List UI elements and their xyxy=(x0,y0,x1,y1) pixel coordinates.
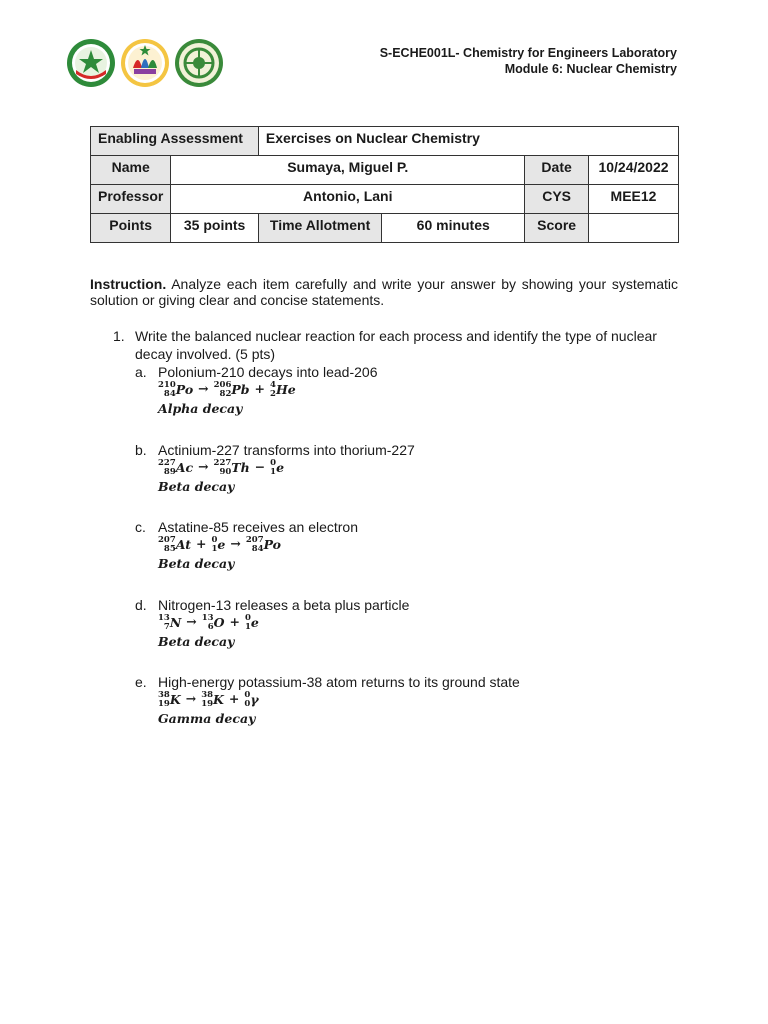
instruction-label: Instruction. xyxy=(90,276,167,292)
element-symbol: Po xyxy=(263,537,282,552)
equation-operator: + xyxy=(196,536,207,551)
instruction-paragraph xyxy=(90,276,678,308)
table-row xyxy=(91,185,679,214)
nuclear-equation xyxy=(158,381,296,398)
element-symbol: e xyxy=(250,615,259,630)
nuclear-equation xyxy=(158,536,281,553)
item-letter: e. xyxy=(135,674,147,690)
nuclide xyxy=(212,536,226,553)
time-allotment-value: 60 minutes xyxy=(382,214,525,243)
element-symbol: K xyxy=(169,692,181,707)
nuclide xyxy=(214,459,250,476)
equation-operator: + xyxy=(228,691,240,706)
table-row xyxy=(91,127,679,156)
nuclear-equation xyxy=(158,614,259,631)
item-description: Polonium-210 decays into lead-206 xyxy=(158,364,378,380)
element-symbol: Th xyxy=(231,460,250,475)
atomic-number: 1 xyxy=(270,466,277,477)
nuclear-equation xyxy=(158,691,259,708)
item-description: Astatine-85 receives an electron xyxy=(158,519,358,535)
professor-value: Antonio, Lani xyxy=(171,185,525,214)
element-symbol: O xyxy=(213,615,225,630)
equation-operator: → xyxy=(198,459,209,474)
element-symbol: Po xyxy=(175,382,194,397)
mass-number: 13 xyxy=(201,613,214,623)
decay-type: Alpha decay xyxy=(158,401,243,416)
date-label: Date xyxy=(525,156,589,185)
element-symbol: e xyxy=(276,460,285,475)
mass-number: 210 xyxy=(158,380,176,390)
element-symbol: N xyxy=(169,615,182,630)
decay-type: Beta decay xyxy=(158,634,235,649)
element-symbol: Ac xyxy=(175,460,194,475)
name-value: Sumaya, Miguel P. xyxy=(171,156,525,185)
item-letter: b. xyxy=(135,442,147,458)
university-seal-icon xyxy=(66,38,116,88)
item-description: Nitrogen-13 releases a beta plus particle xyxy=(158,597,410,613)
atomic-number: 2 xyxy=(270,388,276,399)
nuclide xyxy=(158,536,191,553)
points-value: 35 points xyxy=(171,214,259,243)
item-description: Actinium-227 transforms into thorium-227 xyxy=(158,442,415,458)
element-symbol: K xyxy=(213,692,224,707)
question-text: Write the balanced nuclear reaction for each process and identify the type of nuclear decay involved. (5 pts) xyxy=(135,328,657,362)
nuclide xyxy=(270,381,296,398)
atomic-number: 82 xyxy=(219,388,232,399)
assessment-label: Enabling Assessment xyxy=(91,127,259,156)
mass-number: 0 xyxy=(244,690,251,700)
date-value: 10/24/2022 xyxy=(589,156,679,185)
atomic-number: 19 xyxy=(201,698,214,709)
element-symbol: γ xyxy=(250,692,259,707)
mass-number: 206 xyxy=(213,380,232,390)
course-title: S-ECHE001L- Chemistry for Engineers Laboratory xyxy=(379,46,677,60)
equation-operator: → xyxy=(230,536,241,551)
nuclide xyxy=(214,381,250,398)
score-label: Score xyxy=(525,214,589,243)
cys-label: CYS xyxy=(525,185,589,214)
equation-operator: → xyxy=(185,691,197,706)
equation-operator: + xyxy=(254,381,266,396)
mass-number: 227 xyxy=(158,458,176,468)
atomic-number: 89 xyxy=(163,466,176,477)
mass-number: 0 xyxy=(211,535,218,545)
mass-number: 13 xyxy=(158,613,170,623)
nuclide xyxy=(270,459,284,476)
mass-number: 38 xyxy=(158,690,170,700)
nuclear-equation xyxy=(158,459,284,476)
element-symbol: He xyxy=(275,382,296,397)
element-symbol: Pb xyxy=(231,382,250,397)
college-seal-icon xyxy=(120,38,170,88)
mass-number: 0 xyxy=(270,458,277,468)
assessment-info-table xyxy=(90,126,679,243)
nuclide xyxy=(158,459,193,476)
professor-label: Professor xyxy=(91,185,171,214)
equation-operator: + xyxy=(229,614,240,629)
table-row xyxy=(91,214,679,243)
atomic-number: 7 xyxy=(163,621,170,632)
time-allotment-label: Time Allotment xyxy=(258,214,381,243)
instruction-text: Analyze each item carefully and write your answer by showing your systematic solution or giving clear and concise statements. xyxy=(90,276,678,308)
nuclide xyxy=(202,614,225,631)
points-label: Points xyxy=(91,214,171,243)
question-1 xyxy=(113,327,673,363)
cys-value: MEE12 xyxy=(589,185,679,214)
nuclide xyxy=(201,691,224,708)
mass-number: 38 xyxy=(201,690,214,700)
assessment-value: Exercises on Nuclear Chemistry xyxy=(258,127,678,156)
mass-number: 4 xyxy=(270,380,276,390)
nuclide xyxy=(245,614,259,631)
decay-type: Beta decay xyxy=(158,556,235,571)
document-header xyxy=(380,45,677,77)
nuclide xyxy=(244,691,258,708)
element-symbol: e xyxy=(217,537,226,552)
department-seal-icon xyxy=(174,38,224,88)
atomic-number: 1 xyxy=(244,621,251,632)
item-description: High-energy potassium-38 atom returns to its ground state xyxy=(158,674,520,690)
name-label: Name xyxy=(91,156,171,185)
mass-number: 207 xyxy=(158,535,176,545)
mass-number: 207 xyxy=(245,535,264,545)
element-symbol: At xyxy=(175,537,192,552)
score-value xyxy=(589,214,679,243)
nuclide xyxy=(158,691,181,708)
equation-operator: − xyxy=(254,459,266,474)
item-letter: d. xyxy=(135,597,147,613)
decay-type: Gamma decay xyxy=(158,711,256,726)
item-letter: c. xyxy=(135,519,146,535)
atomic-number: 0 xyxy=(244,698,251,709)
equation-operator: → xyxy=(198,381,209,396)
equation-operator: → xyxy=(186,614,197,629)
table-row xyxy=(91,156,679,185)
nuclide xyxy=(246,536,281,553)
decay-type: Beta decay xyxy=(158,479,235,494)
atomic-number: 6 xyxy=(207,621,214,632)
mass-number: 0 xyxy=(244,613,251,623)
mass-number: 227 xyxy=(213,458,232,468)
nuclide xyxy=(158,381,193,398)
nuclide xyxy=(158,614,181,631)
atomic-number: 19 xyxy=(158,698,170,709)
atomic-number: 90 xyxy=(219,466,232,477)
atomic-number: 84 xyxy=(163,388,176,399)
atomic-number: 84 xyxy=(251,543,264,554)
atomic-number: 1 xyxy=(211,543,218,554)
question-number: 1. xyxy=(113,328,125,344)
atomic-number: 85 xyxy=(163,543,176,554)
item-letter: a. xyxy=(135,364,147,380)
module-title: Module 6: Nuclear Chemistry xyxy=(504,62,677,76)
